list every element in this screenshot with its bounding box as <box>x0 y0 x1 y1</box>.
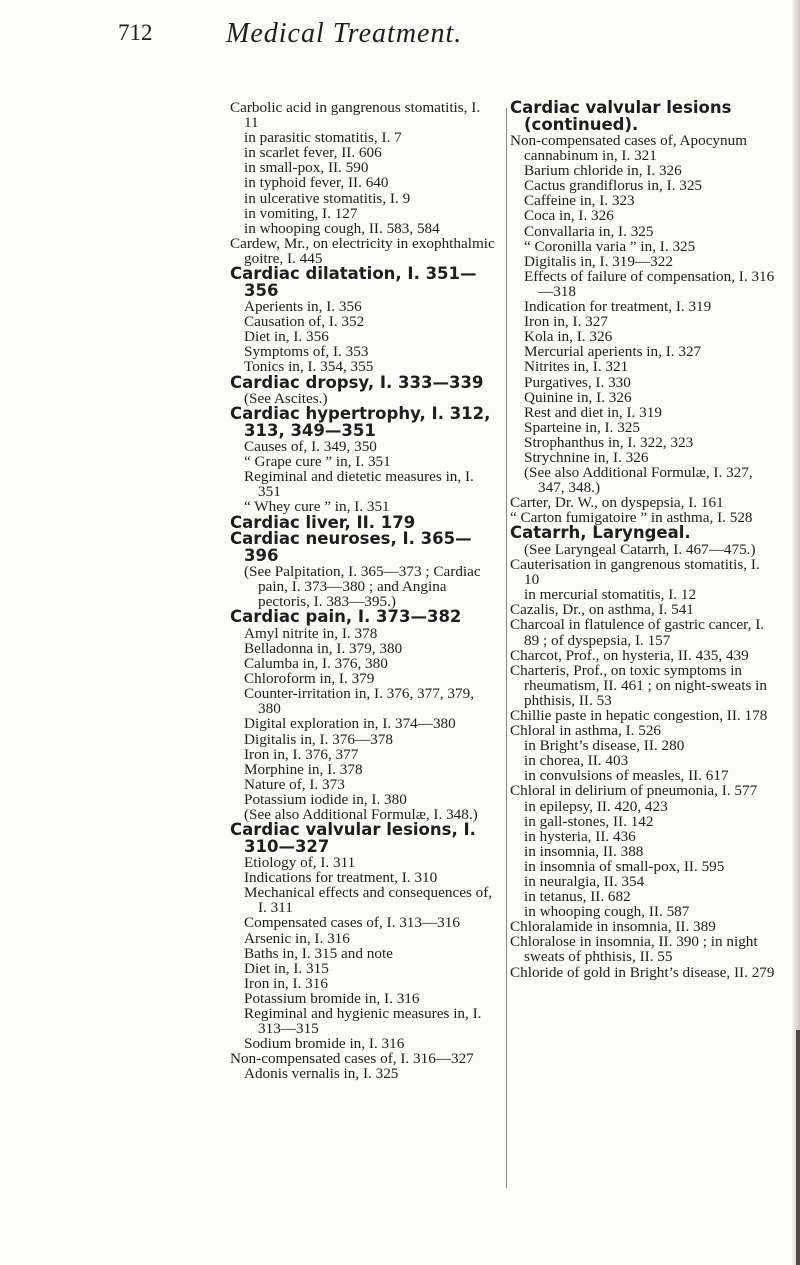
index-entry: Indication for treatment, I. 319 <box>524 298 712 316</box>
index-entry: Compensated cases of, I. 313—316 <box>244 914 460 932</box>
index-heading: Cardiac liver, II. 179 <box>230 512 416 532</box>
index-entry: Chloralose in insomnia, II. 390 ; in night sweats of phthisis, II. 55 <box>510 933 758 966</box>
index-entry: Cazalis, Dr., on asthma, I. 541 <box>510 601 694 619</box>
index-entry: Barium chloride in, I. 326 <box>524 162 682 180</box>
index-entry: Regiminal and dietetic measures in, I. 351 <box>244 468 474 501</box>
index-entry: Mechanical effects and consequences of, I. 311 <box>244 884 493 917</box>
index-entry: in whooping cough, II. 583, 584 <box>244 219 440 237</box>
index-entry: Adonis vernalis in, I. 325 <box>244 1065 399 1083</box>
index-entry: (See Palpitation, I. 365—373 ; Cardiac pain, I. 373—380 ; and Angina pectoris, I. 383—395.) <box>244 563 481 611</box>
index-heading: Cardiac valvular lesions, I. 310—327 <box>230 820 476 856</box>
index-entry: (See Laryngeal Catarrh, I. 467—475.) <box>524 540 756 558</box>
index-entry: Strychnine in, I. 326 <box>524 448 649 466</box>
index-entry: Sparteine in, I. 325 <box>524 418 640 436</box>
running-head: Medical Treatment. <box>226 18 463 49</box>
page-header <box>118 20 738 60</box>
index-entry: Regiminal and hygienic measures in, I. 313—315 <box>244 1005 482 1038</box>
index-heading: Cardiac dilatation, I. 351—356 <box>230 264 477 300</box>
index-column-right <box>510 100 775 980</box>
index-entry: Quinine in, I. 326 <box>524 388 632 406</box>
index-entry: (See Ascites.) <box>244 390 328 407</box>
index-entry: in vomiting, I. 127 <box>244 204 358 222</box>
index-entry: Baths in, I. 315 and note <box>244 944 393 962</box>
index-entry: Nature of, I. 373 <box>244 775 345 793</box>
index-entry: Aperients in, I. 356 <box>244 298 362 316</box>
index-heading: Cardiac neuroses, I. 365—396 <box>230 529 472 565</box>
index-entry: Nitrites in, I. 321 <box>524 358 629 376</box>
index-entry: Potassium iodide in, I. 380 <box>244 790 407 808</box>
index-entry: Causes of, I. 349, 350 <box>244 438 377 456</box>
index-entry: in epilepsy, II. 420, 423 <box>524 797 668 815</box>
index-entry: Charcoal in flatulence of gastric cancer, I. 89 ; of dyspepsia, I. 157 <box>510 616 765 649</box>
index-entry: in chorea, II. 403 <box>524 752 629 770</box>
index-entry: Carter, Dr. W., on dyspepsia, I. 161 <box>510 494 724 512</box>
index-entry: Digitalis in, I. 376—378 <box>244 730 393 748</box>
index-entry: Belladonna in, I. 379, 380 <box>244 639 403 657</box>
index-entry: Non-compensated cases of, Apocynum cannabinum in, I. 321 <box>510 132 748 165</box>
index-entry: Counter-irritation in, I. 376, 377, 379, 380 <box>244 685 475 718</box>
index-entry: Mercurial aperients in, I. 327 <box>524 343 702 361</box>
index-entry: in parasitic stomatitis, I. 7 <box>244 129 402 147</box>
index-entry: in small-pox, II. 590 <box>244 159 369 177</box>
index-entry: (See also Additional Formulæ, I. 327, 347, 348.) <box>524 464 753 497</box>
index-heading: Cardiac hypertrophy, I. 312, 313, 349—351 <box>230 404 491 440</box>
index-entry: Chloral in asthma, I. 526 <box>510 722 662 740</box>
index-entry: Cardew, Mr., on electricity in exophthalmic goitre, I. 445 <box>230 234 495 267</box>
index-entry: Caffeine in, I. 323 <box>524 192 635 210</box>
index-entry: Causation of, I. 352 <box>244 313 365 331</box>
page-edge-shadow <box>796 1030 800 1265</box>
index-entry: Diet in, I. 356 <box>244 328 329 346</box>
index-entry: “ Whey cure ” in, I. 351 <box>244 498 390 516</box>
index-entry: Potassium bromide in, I. 316 <box>244 989 420 1007</box>
index-heading: Cardiac valvular lesions (continued). <box>510 98 732 134</box>
index-entry: Indications for treatment, I. 310 <box>244 869 438 887</box>
index-entry: Chloride of gold in Bright’s disease, II. 279 <box>510 963 775 981</box>
index-heading: Catarrh, Laryngeal. <box>510 523 691 543</box>
index-entry: Chillie paste in hepatic congestion, II. 178 <box>510 706 768 724</box>
index-entry: (See also Additional Formulæ, I. 348.) <box>244 805 478 823</box>
index-entry: Chloroform in, I. 379 <box>244 670 375 688</box>
index-entry: Iron in, I. 327 <box>524 313 608 331</box>
page-number: 712 <box>118 20 153 45</box>
index-heading: Cardiac pain, I. 373—382 <box>230 607 462 627</box>
index-entry: Strophanthus in, I. 322, 323 <box>524 433 694 451</box>
index-entry: in hysteria, II. 436 <box>524 827 636 845</box>
index-entry: in scarlet fever, II. 606 <box>244 144 382 162</box>
index-entry: in mercurial stomatitis, I. 12 <box>524 586 697 604</box>
index-entry: in Bright’s disease, II. 280 <box>524 737 685 755</box>
column-divider <box>506 108 507 1188</box>
index-entry: in gall-stones, II. 142 <box>524 812 654 830</box>
index-entry: Amyl nitrite in, I. 378 <box>244 624 378 642</box>
index-entry: Carbolic acid in gangrenous stomatitis, I. 11 <box>230 99 481 132</box>
index-entry: Chloral in delirium of pneumonia, I. 577 <box>510 782 758 800</box>
index-entry: in ulcerative stomatitis, I. 9 <box>244 189 411 207</box>
index-entry: Chloralamide in insomnia, II. 389 <box>510 918 716 936</box>
index-entry: in tetanus, II. 682 <box>524 888 631 906</box>
index-entry: in typhoid fever, II. 640 <box>244 174 389 192</box>
index-entry: in neuralgia, II. 354 <box>524 873 645 890</box>
index-entry: in insomnia of small-pox, II. 595 <box>524 857 725 875</box>
index-heading: Cardiac dropsy, I. 333—339 <box>230 372 484 392</box>
index-entry: Digitalis in, I. 319—322 <box>524 252 673 270</box>
index-column-left <box>230 100 498 1081</box>
index-entry: Digital exploration in, I. 374—380 <box>244 715 456 733</box>
index-entry: Tonics in, I. 354, 355 <box>244 358 374 376</box>
index-entry: Convallaria in, I. 325 <box>524 222 654 240</box>
index-entry: Non-compensated cases of, I. 316—327 <box>230 1050 474 1068</box>
index-entry: Arsenic in, I. 316 <box>244 929 350 947</box>
index-entry: in convulsions of measles, II. 617 <box>524 767 729 785</box>
index-entry: Rest and diet in, I. 319 <box>524 403 662 421</box>
index-entry: Charteris, Prof., on toxic symptoms in rheumatism, II. 461 ; on night-sweats in phthisis, II. 53 <box>510 661 767 709</box>
index-entry: Symptoms of, I. 353 <box>244 343 369 361</box>
index-entry: Sodium bromide in, I. 316 <box>244 1035 405 1053</box>
index-entry: Kola in, I. 326 <box>524 328 613 346</box>
index-entry: Cauterisation in gangrenous stomatitis, I. 10 <box>510 556 760 589</box>
index-entry: “ Coronilla varia ” in, I. 325 <box>524 237 696 255</box>
index-entry: Cactus grandiflorus in, I. 325 <box>524 177 703 195</box>
index-entry: Iron in, I. 376, 377 <box>244 745 359 763</box>
index-entry: “ Grape cure ” in, I. 351 <box>244 453 391 471</box>
index-entry: Effects of failure of compensation, I. 316—318 <box>524 267 775 300</box>
index-entry: in whooping cough, II. 587 <box>524 903 690 921</box>
index-entry: Purgatives, I. 330 <box>524 373 631 391</box>
index-entry: Iron in, I. 316 <box>244 974 328 992</box>
index-entry: Charcot, Prof., on hysteria, II. 435, 439 <box>510 646 749 664</box>
index-entry: Morphine in, I. 378 <box>244 760 363 778</box>
index-entry: Diet in, I. 315 <box>244 959 329 977</box>
index-entry: Etiology of, I. 311 <box>244 854 356 872</box>
index-entry: Coca in, I. 326 <box>524 207 614 225</box>
index-entry: Calumba in, I. 376, 380 <box>244 655 388 673</box>
index-entry: in insomnia, II. 388 <box>524 842 644 860</box>
index-entry: “ Carton fumigatoire ” in asthma, I. 528 <box>510 509 753 527</box>
